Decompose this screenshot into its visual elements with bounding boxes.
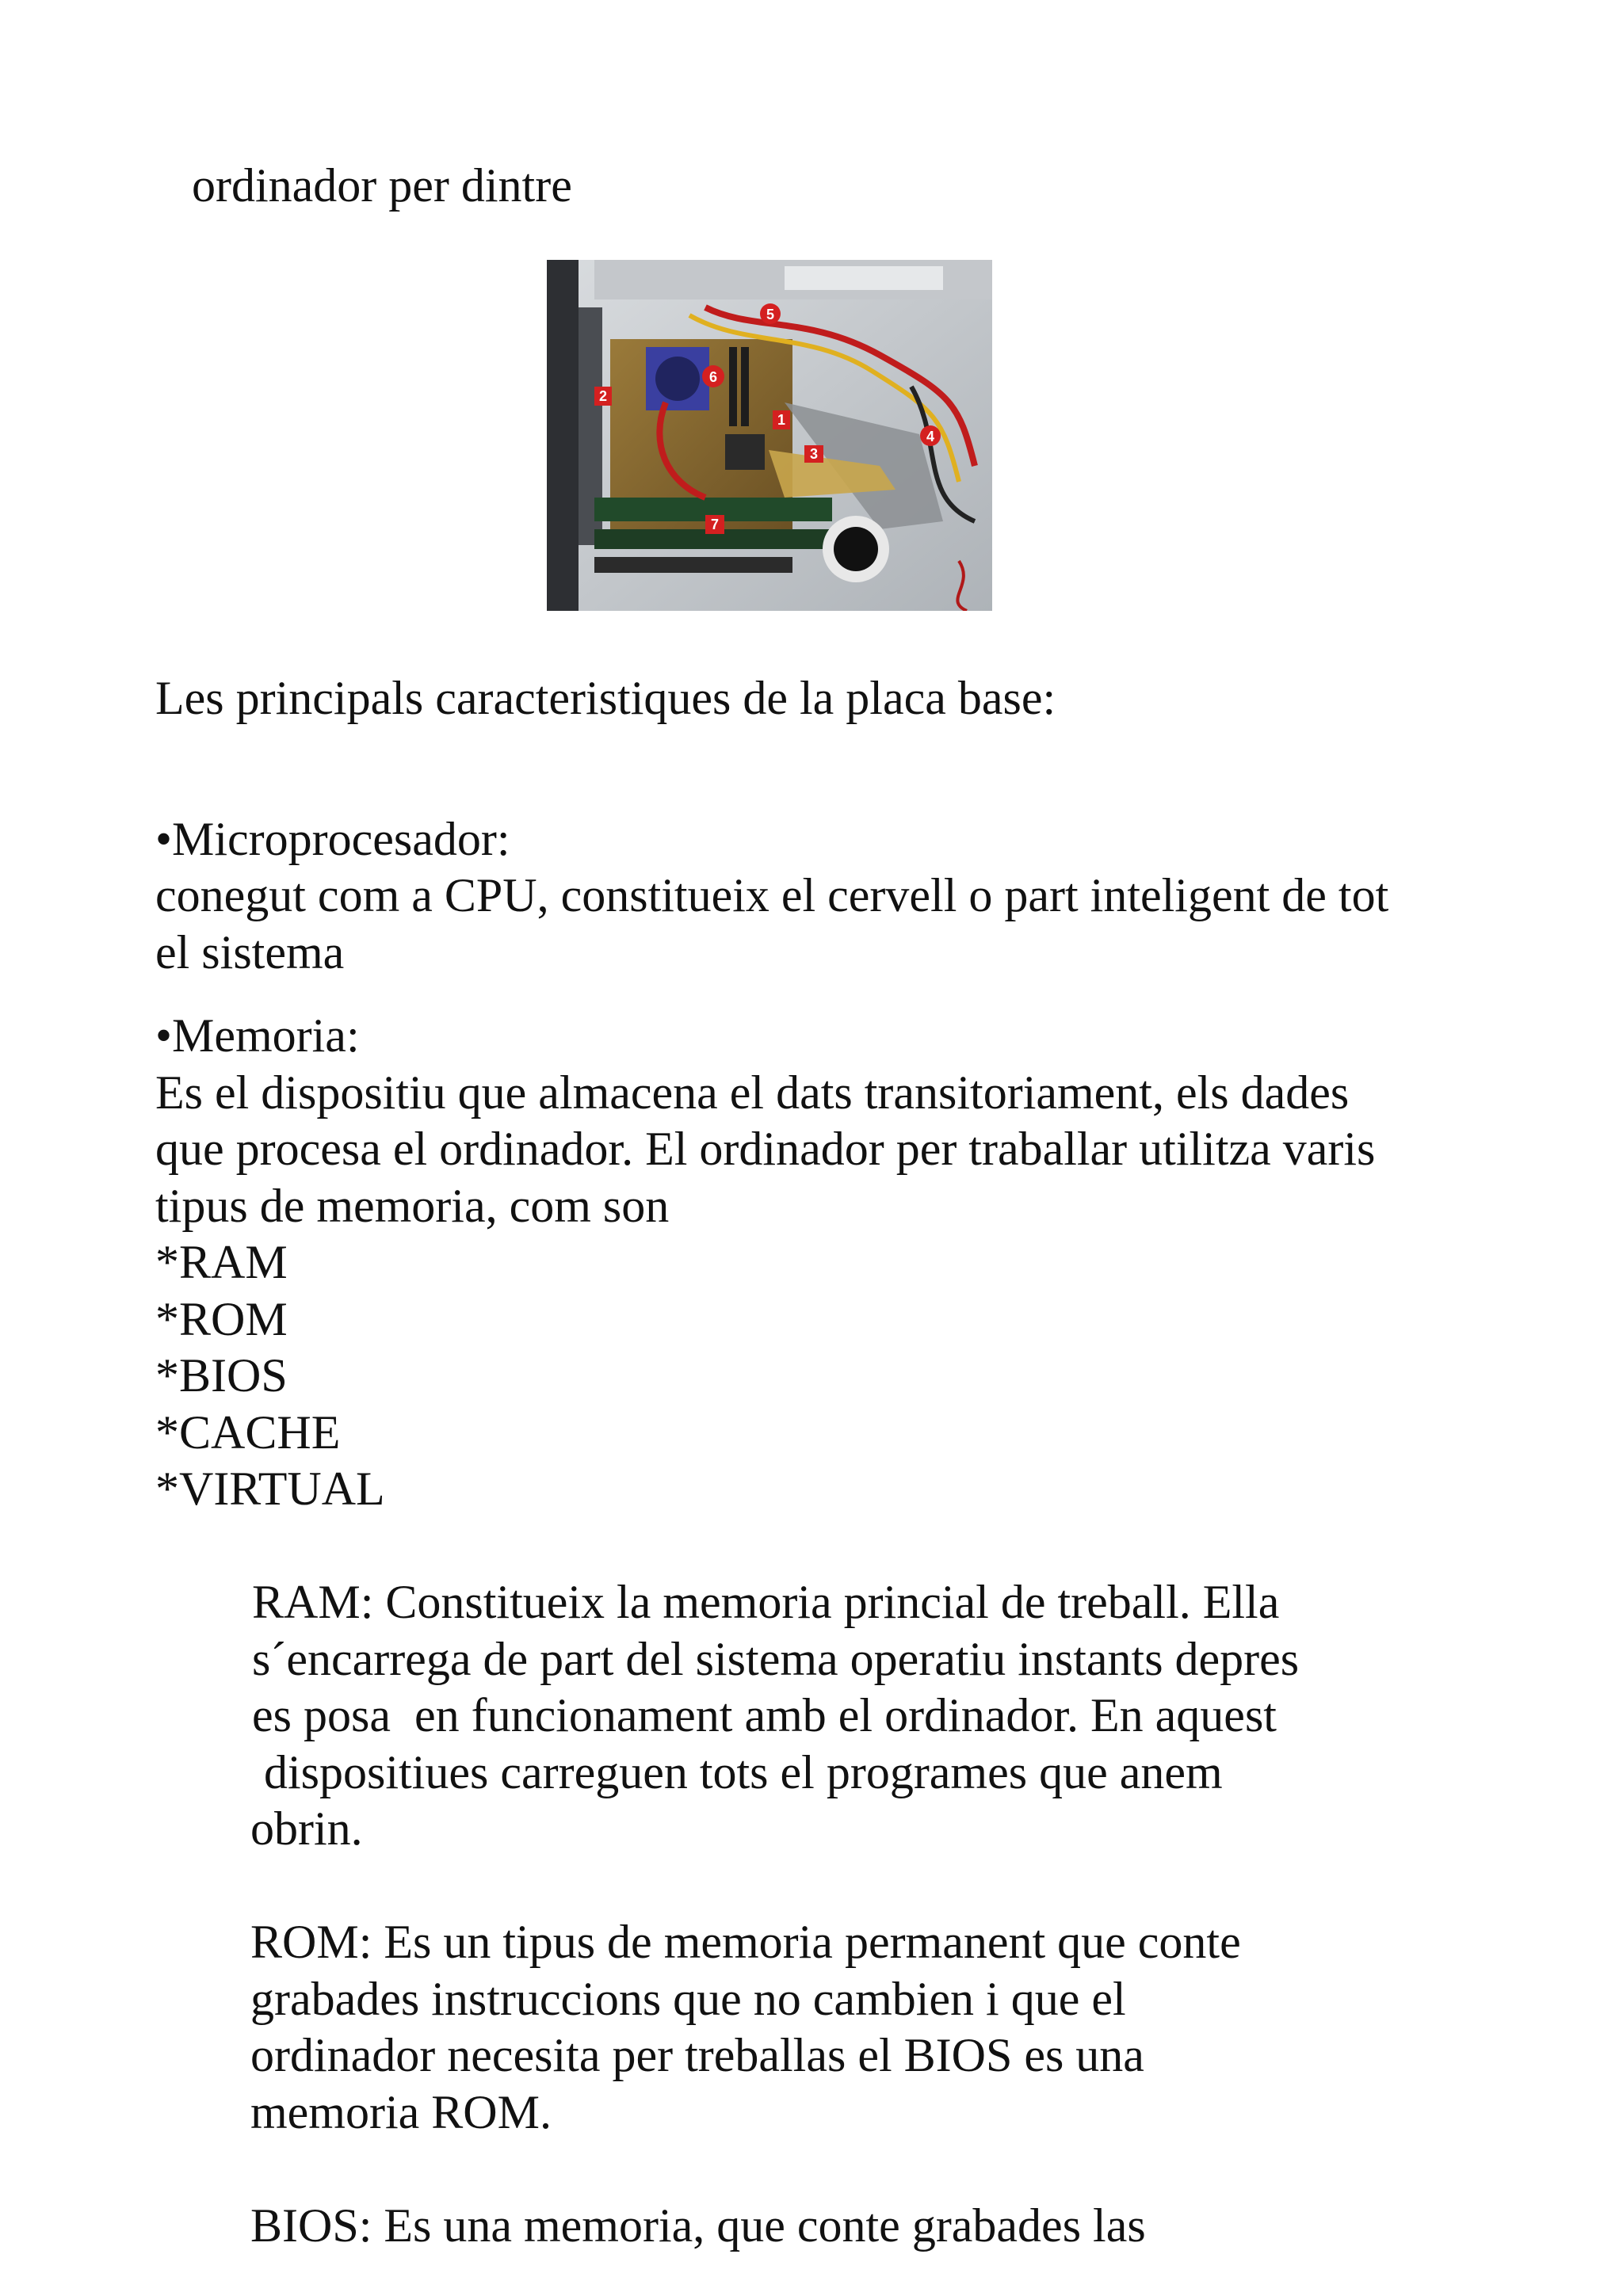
memory-type-ram: *RAM [155, 1236, 288, 1288]
memory-type-virtual: *VIRTUAL [155, 1463, 385, 1515]
memory-line-2: que procesa el ordinador. El ordinador per traballar utilitza varis [155, 1123, 1376, 1175]
memory-type-cache: *CACHE [155, 1406, 341, 1459]
microprocessor-title: •Microprocesador: [155, 813, 510, 865]
bios-line-1: BIOS: Es una memoria, que conte grabades las [250, 2199, 1146, 2252]
marker-3-label: 3 [809, 446, 819, 462]
memory-title: •Memoria: [155, 1009, 360, 1062]
marker-4-label: 4 [926, 429, 935, 444]
ram-line-4: dispositiues carreguen tots el programes que anem [252, 1746, 1223, 1798]
marker-5-label: 5 [766, 307, 775, 322]
ram-line-2: s´encarrega de part del sistema operatiu instants depres [252, 1633, 1300, 1685]
computer-interior-photo [547, 260, 992, 611]
rom-line-4: memoria ROM. [250, 2086, 552, 2138]
memory-line-3: tipus de memoria, com son [155, 1180, 670, 1232]
marker-2-label: 2 [598, 388, 608, 404]
rom-line-1: ROM: Es un tipus de memoria permanent que conte [250, 1916, 1241, 1968]
ram-line-5: obrin. [250, 1802, 363, 1855]
microprocessor-line-1: conegut com a CPU, constitueix el cervell o part inteligent de tot [155, 869, 1389, 921]
marker-1-label: 1 [777, 412, 786, 428]
ram-line-3: es posa en funcionament amb el ordinador. En aquest [252, 1689, 1277, 1741]
marker-6-label: 6 [708, 369, 718, 385]
intro-text: Les principals caracteristiques de la placa base: [155, 672, 1056, 724]
page-title: ordinador per dintre [192, 159, 572, 212]
memory-type-bios: *BIOS [155, 1349, 288, 1402]
memory-line-1: Es el dispositiu que almacena el dats transitoriament, els dades [155, 1066, 1350, 1119]
microprocessor-line-2: el sistema [155, 926, 345, 978]
marker-7-label: 7 [710, 517, 720, 532]
memory-type-rom: *ROM [155, 1293, 288, 1345]
rom-line-2: grabades instruccions que no cambien i que el [250, 1973, 1126, 2025]
rom-line-3: ordinador necesita per treballas el BIOS es una [250, 2029, 1144, 2081]
ram-line-1: RAM: Constitueix la memoria princial de treball. Ella [252, 1576, 1280, 1628]
